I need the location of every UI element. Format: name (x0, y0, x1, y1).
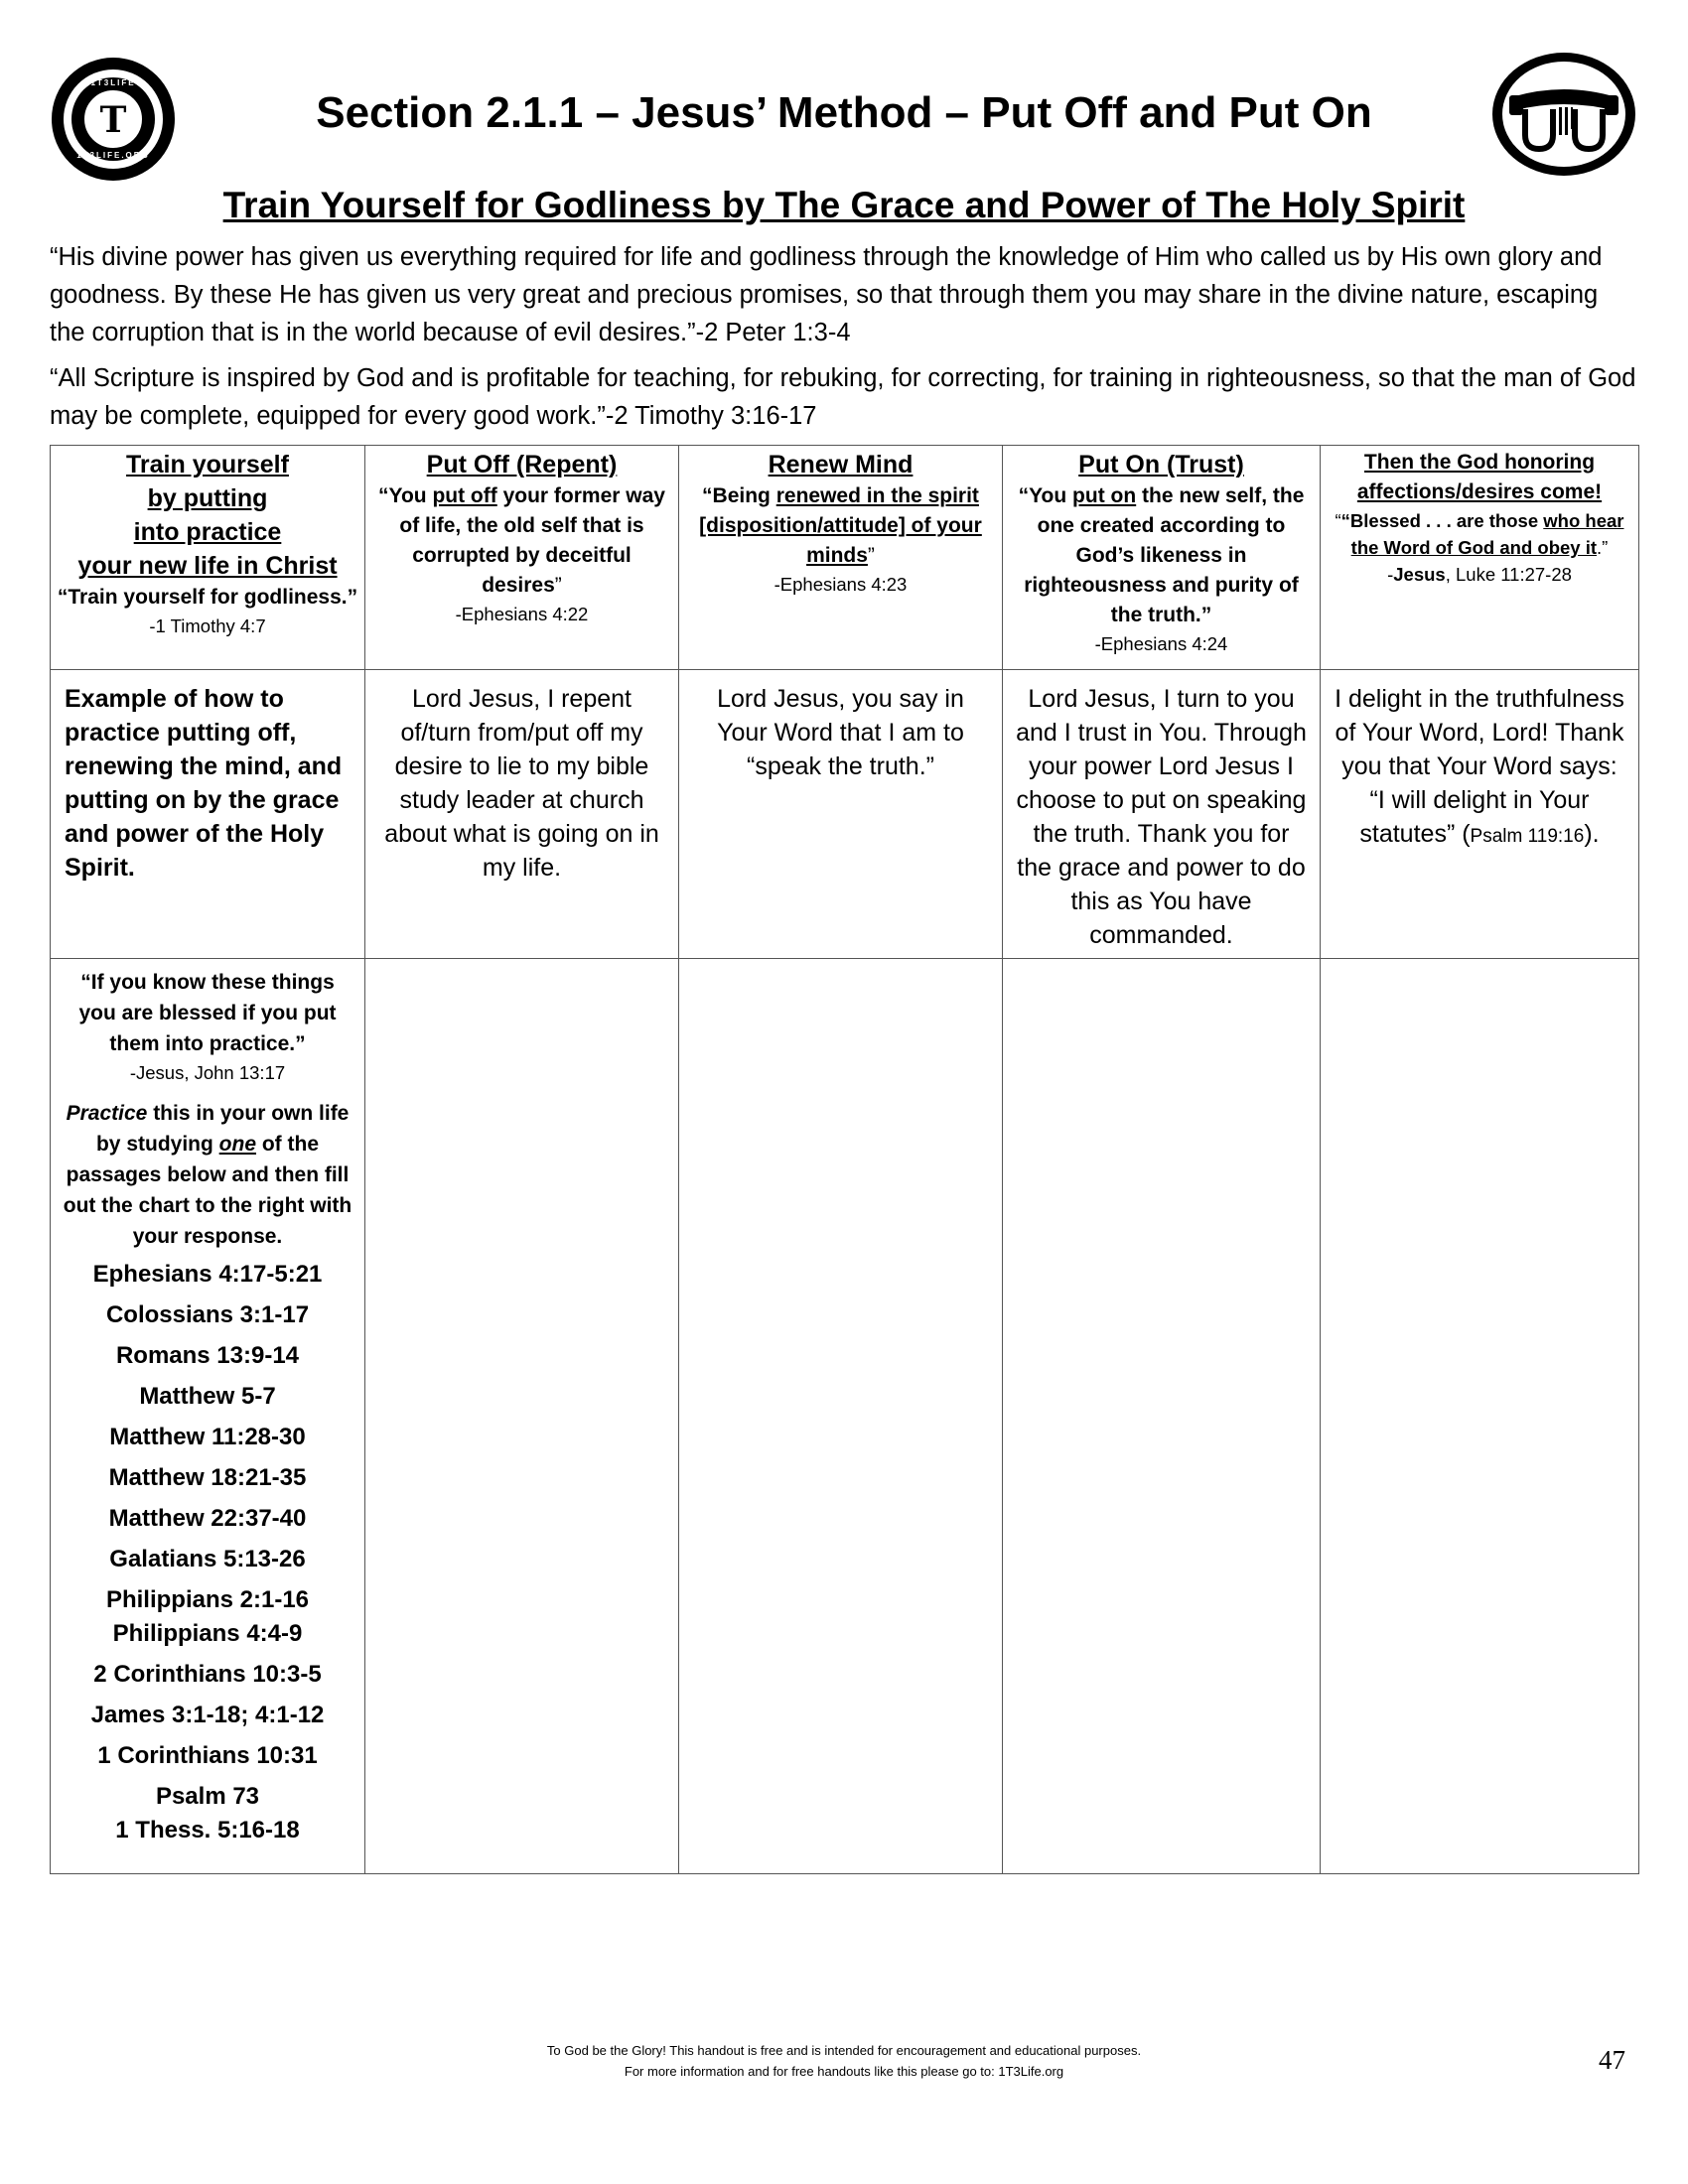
header-line: your new life in Christ (77, 552, 338, 580)
passage-item: James 3:1-18; 4:1-12 (90, 1702, 325, 1728)
logo-ring-text-bottom: 1T3LIFE.ORG (76, 151, 150, 160)
subtitle: Train Yourself for Godliness by The Grace and Power of The Holy Spirit (222, 185, 1466, 225)
header-quote: “Being renewed in the spirit [disposition/attitude] of your minds” (699, 484, 982, 567)
header-reference: -Ephesians 4:22 (455, 604, 589, 624)
passage-item: Psalm 73 (155, 1783, 260, 1810)
example-put-on: Lord Jesus, I turn to you and I trust in You. Through your power Lord Jesus I choose to put on speaking the truth. Thank you for the grace and power to do this as You have commanded. (1003, 670, 1321, 959)
put-off-put-on-table (50, 445, 1639, 1874)
practice-body: Practice this in your own life by studying one of the passages below and then fill out the chart to the right with your response. (63, 1102, 352, 1248)
logo-center (81, 87, 145, 151)
header-title: Put On (Trust) (1078, 451, 1244, 478)
response-delight-cell[interactable] (1321, 959, 1639, 1874)
example-delight: I delight in the truthfulness of Your Word, Lord! Thank you that Your Word says: “I will delight in Your statutes” (Psalm 119:16). (1321, 670, 1639, 959)
practice-row (51, 959, 1639, 1874)
header-reference: -Jesus, Luke 11:27-28 (1387, 564, 1572, 585)
header-train-yourself (51, 446, 365, 670)
footer-line-2: For more information and for free handouts like this please go to: 1T3Life.org (624, 2064, 1064, 2079)
passage-item: Matthew 5-7 (139, 1383, 276, 1410)
header-quote: ““Blessed . . . are those who hear the Word of God and obey it.” (1335, 510, 1624, 558)
logo-letter: T (99, 99, 127, 141)
passage-item: Galatians 5:13-26 (109, 1546, 306, 1572)
passage-item: Philippians 2:1-16 (105, 1586, 310, 1613)
header-line: Train yourself (126, 451, 289, 478)
passage-item: Colossians 3:1-17 (105, 1301, 310, 1328)
passage-item: Matthew 11:28-30 (109, 1424, 306, 1450)
practice-instructions (51, 959, 365, 1874)
passage-item: 1 Corinthians 10:31 (97, 1742, 318, 1769)
practice-quote: “If you know these things you are blessed if you put them into practice.” (78, 971, 337, 1055)
header-line: by putting (147, 484, 268, 512)
header-renew-mind (679, 446, 1003, 670)
header-title: Then the God honoring affections/desires come! (1356, 451, 1603, 503)
header-title: Renew Mind (768, 451, 914, 478)
passage-item: Romans 13:9-14 (115, 1342, 300, 1369)
header-reference: -1 Timothy 4:7 (149, 615, 266, 636)
header-quote: “You put on the new self, the one created according to God’s likeness in righteousness and purity of the truth.” (1018, 484, 1305, 626)
response-renew-mind-cell[interactable] (679, 959, 1003, 1874)
yoke-logo-icon (1489, 50, 1638, 179)
header-put-on (1003, 446, 1321, 670)
passage-item: Ephesians 4:17-5:21 (92, 1261, 323, 1288)
response-put-off-cell[interactable] (365, 959, 679, 1874)
passage-list (61, 1258, 354, 1847)
passage-item: 2 Corinthians 10:3-5 (93, 1661, 322, 1688)
passage-item: Matthew 18:21-35 (108, 1464, 307, 1491)
header-reference: -Ephesians 4:23 (774, 574, 908, 595)
example-label: Example of how to practice putting off, renewing the mind, and putting on by the grace and power of the Holy Spirit. (51, 670, 365, 959)
page-title: Section 2.1.1 – Jesus’ Method – Put Off and Put On (316, 88, 1372, 137)
example-put-off: Lord Jesus, I repent of/turn from/put off my desire to lie to my bible study leader at church about what is going on in my life. (365, 670, 679, 959)
page-number: 47 (1599, 2045, 1625, 2075)
passage-item: Philippians 4:4-9 (112, 1620, 303, 1647)
header-line: into practice (133, 518, 282, 546)
passage-item: 1 Thess. 5:16-18 (115, 1817, 300, 1843)
header-row (51, 446, 1639, 670)
header-quote: “Train yourself for godliness.” (57, 586, 358, 609)
example-row (51, 670, 1639, 959)
quote-2-timothy: “All Scripture is inspired by God and is profitable for teaching, for rebuking, for correcting, for training in righteousness, so that the man of God may be complete, equipped for every good work.”-2 Timothy 3:16-17 (50, 364, 1636, 430)
passage-item: Matthew 22:37-40 (108, 1505, 307, 1532)
header-title: Put Off (Repent) (426, 451, 618, 478)
header-reference: -Ephesians 4:24 (1094, 633, 1228, 654)
example-renew-mind: Lord Jesus, you say in Your Word that I am to “speak the truth.” (679, 670, 1003, 959)
response-put-on-cell[interactable] (1003, 959, 1321, 1874)
header-quote: “You put off your former way of life, the old self that is corrupted by deceitful desires” (378, 484, 665, 597)
header-affections (1321, 446, 1639, 670)
practice-reference: -Jesus, John 13:17 (129, 1062, 286, 1083)
quote-2-peter: “His divine power has given us everything required for life and godliness through the knowledge of Him who called us by His own glory and goodness. By these He has given us very great and precious promises, so that through them you may share in the divine nature, escaping the corruption that is in the world because of evil desires.”-2 Peter 1:3-4 (50, 243, 1603, 346)
header-put-off (365, 446, 679, 670)
footer-line-1: To God be the Glory! This handout is free and is intended for encouragement and educational purposes. (546, 2043, 1142, 2058)
1t3life-logo (52, 58, 175, 181)
logo-ring-text-top: 1T3LIFE (90, 78, 136, 87)
